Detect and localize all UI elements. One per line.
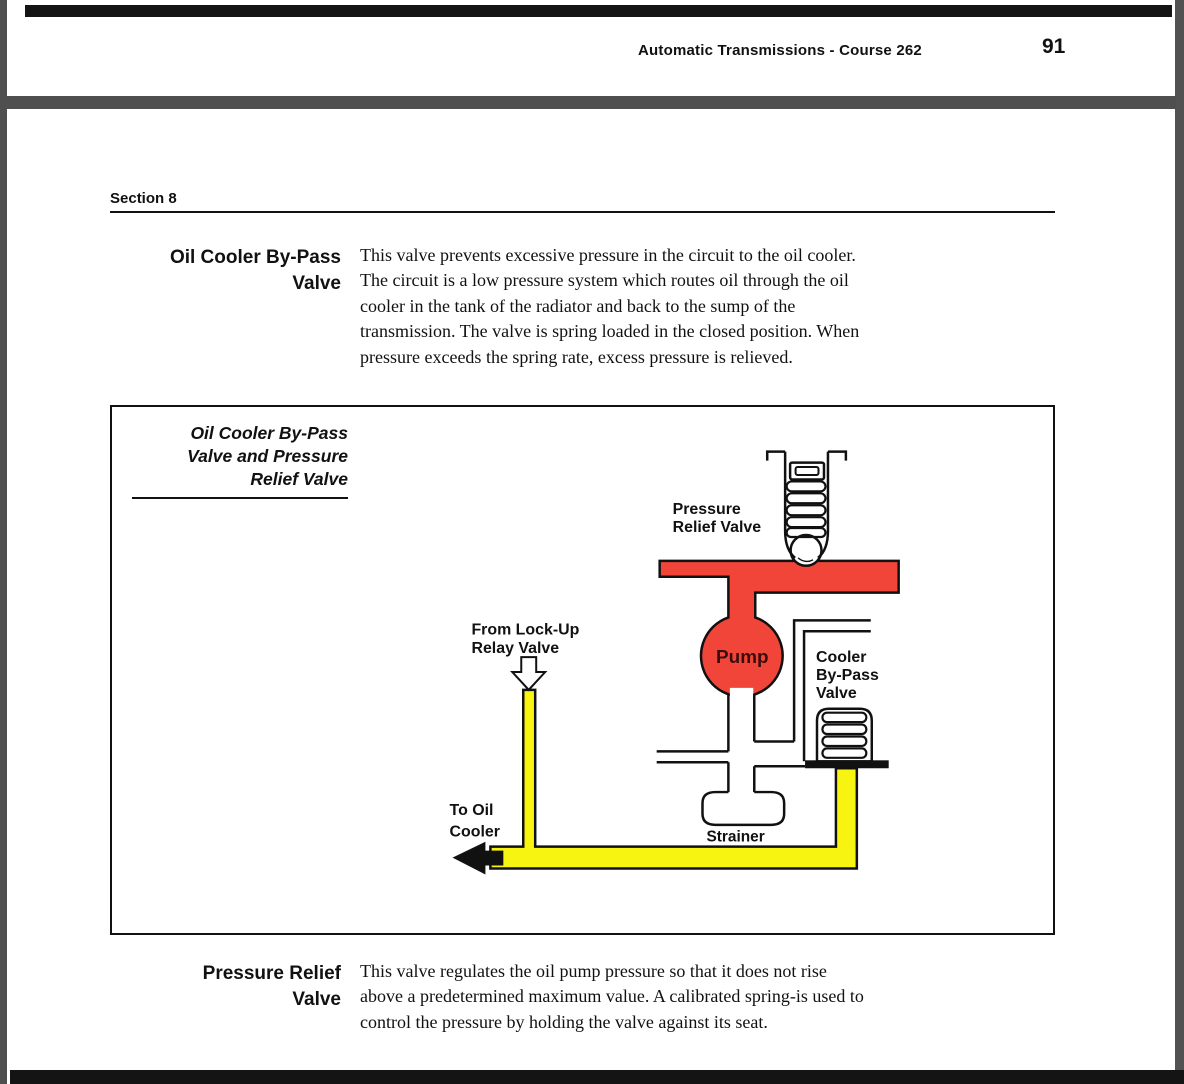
scan-bar-header-divider (7, 96, 1176, 109)
body-line: cooler in the tank of the radiator and back to the sump of the (360, 295, 796, 316)
right-passage (754, 741, 805, 766)
figure-caption-line2: Valve and Pressure (187, 446, 348, 466)
relief-valve-flanges (767, 452, 846, 461)
body-line: transmission. The valve is spring loaded in the closed position. When (360, 321, 860, 342)
scan-bar-top (25, 5, 1172, 17)
scan-edge-left (0, 0, 7, 1084)
body-line: pressure exceeds the spring rate, excess pressure is relieved. (360, 346, 793, 367)
section-heading: Section 8 (110, 190, 177, 207)
figure-box (110, 405, 1055, 935)
figure-caption-line1: Oil Cooler By-Pass (190, 423, 348, 443)
left-branch-pipe (657, 751, 729, 762)
label-to-oil-2: Cooler (449, 823, 500, 841)
block2-heading-line2: Valve (292, 989, 341, 1010)
body-line: The circuit is a low pressure system which routes oil through the oil (360, 270, 849, 291)
block1-heading-line1: Oil Cooler By-Pass (169, 247, 341, 268)
block1-heading-line2: Valve (292, 273, 341, 294)
section-rule (110, 211, 1055, 213)
scan-bar-bottom (10, 1070, 1184, 1084)
label-from-lockup-2: Relay Valve (471, 640, 560, 658)
page-number: 91 (1042, 35, 1066, 58)
header-title: Automatic Transmissions - Course 262 (638, 42, 922, 59)
relief-valve-spring-coils (787, 481, 826, 537)
label-cooler-bypass-2: By-Pass (816, 666, 879, 684)
label-from-lockup-1: From Lock-Up (471, 621, 580, 639)
body-line: This valve regulates the oil pump pressure so that it does not rise (360, 961, 827, 981)
from-lockup-arrow (512, 657, 545, 690)
body-line: above a predetermined maximum value. A calibrated spring-is used to (360, 986, 864, 1007)
block1-paragraph (360, 243, 859, 370)
relief-valve-spring-retainer-inner (796, 467, 819, 475)
body-line: control the pressure by holding the valve against its seat. (360, 1011, 768, 1032)
bypass-valve-seat (805, 760, 889, 768)
block1-heading (133, 245, 341, 297)
label-pressure-relief-2: Relief Valve (672, 519, 762, 537)
pump-outlet-junction (730, 688, 753, 699)
figure-caption-line3: Relief Valve (250, 469, 348, 489)
block2-heading (133, 961, 341, 1013)
strainer-outline (702, 792, 784, 825)
hydraulic-diagram (112, 407, 1053, 933)
label-to-oil-1: To Oil (449, 801, 494, 819)
label-cooler-bypass-3: Valve (816, 684, 857, 702)
label-strainer: Strainer (706, 828, 765, 846)
label-pump: Pump (716, 647, 769, 669)
yellow-cooler-pipe (490, 690, 856, 869)
block2-paragraph (360, 959, 864, 1035)
label-pressure-relief-1: Pressure (672, 501, 741, 519)
body-line: This valve prevents excessive pressure in the circuit to the oil cooler. (360, 245, 856, 265)
scan-edge-right (1175, 0, 1184, 1084)
block2-heading-line1: Pressure Relief (202, 963, 341, 984)
label-cooler-bypass-1: Cooler (816, 649, 867, 667)
cooler-bypass-valve (805, 709, 889, 769)
